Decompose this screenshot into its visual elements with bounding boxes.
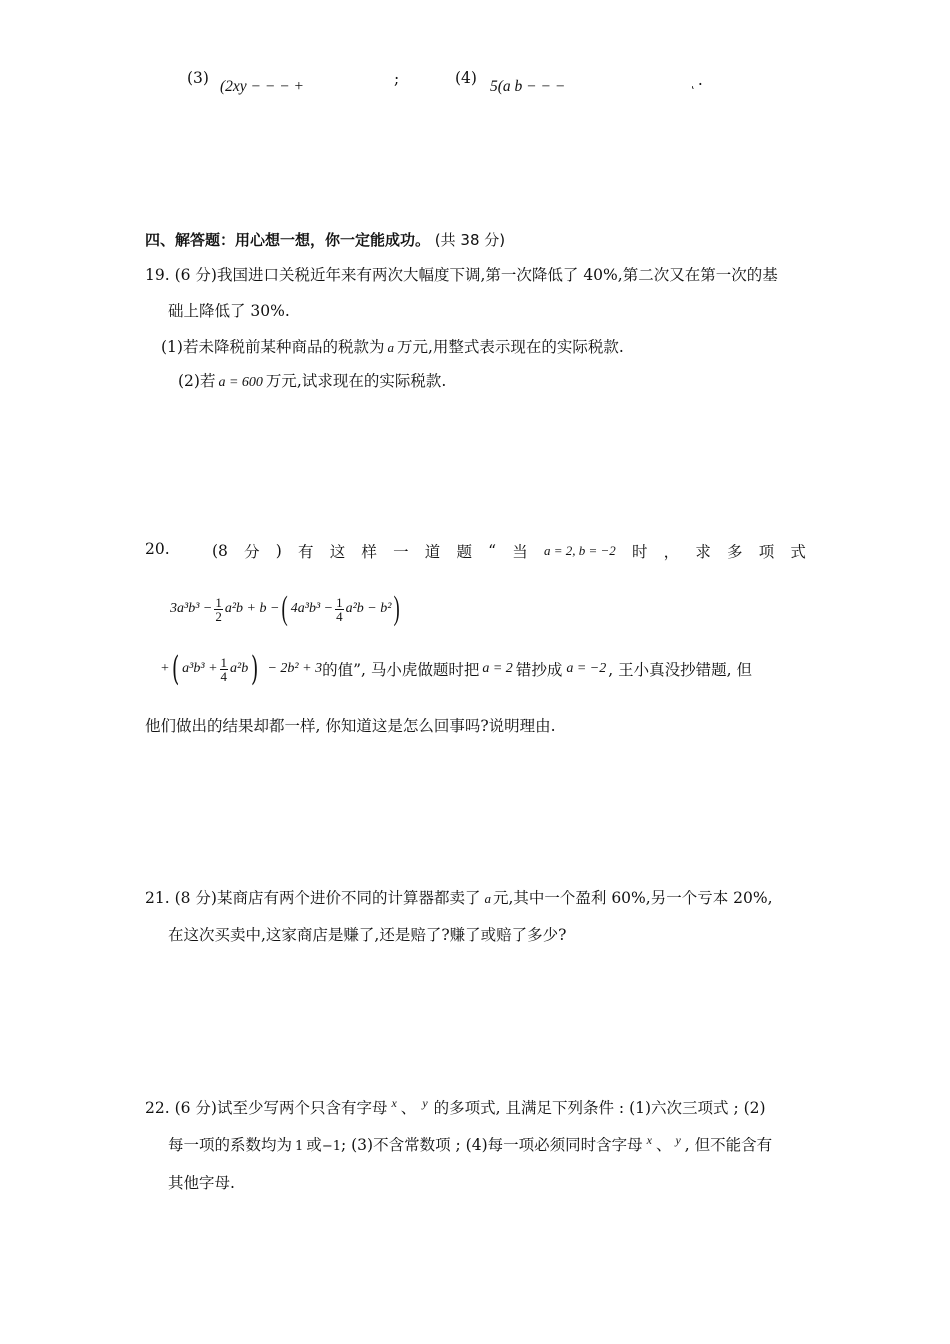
problem-3-end: ; <box>394 70 400 88</box>
q20-word: 多 <box>727 543 743 561</box>
q20-word: ) <box>275 542 282 560</box>
q20-expr2-lead: + <box>161 661 169 676</box>
problem-3-label: (3) <box>187 69 209 87</box>
fraction-numerator: 1 <box>215 594 222 610</box>
section-heading <box>145 229 505 250</box>
q19-sub-2 <box>178 369 446 391</box>
fraction-denominator: 4 <box>336 608 343 624</box>
q19-sub-2-text-b: 万元,试求现在的实际税款. <box>265 372 447 390</box>
q19-line-1: 19. (6 分)我国进口关税近年来有两次大幅度下调,第一次降低了 40%,第二次又在第一次的基 <box>145 266 778 284</box>
left-paren: ( <box>281 590 289 627</box>
q20-word: 有 <box>298 543 314 561</box>
q20-condition: a = 2, b = −2 <box>543 543 616 558</box>
q20-expr2-eq-2: a = −2 <box>566 661 607 676</box>
fraction-numerator: 1 <box>220 654 228 670</box>
left-paren: ( <box>171 649 180 689</box>
q20-last-line: 他们做出的结果却都一样, 你知道这是怎么回事吗?说明理由. <box>145 717 556 735</box>
right-paren: ) <box>394 590 401 627</box>
q22-text-d: ; (3)不含常数项 ; (4)每一项必须同时含字母 <box>340 1136 643 1155</box>
q20-expression-2 <box>161 649 752 689</box>
q20-word: 一 <box>393 543 409 561</box>
q19-sub-1-var: a <box>387 340 394 355</box>
right-paren: ) <box>251 649 259 689</box>
q20-expr1-term-2: a²b + b − <box>224 601 280 616</box>
q20-expr1-term-3: 4a³b³ − <box>290 601 334 616</box>
fraction-denominator: 4 <box>220 668 228 684</box>
q20-expr1-fraction-1 <box>214 596 223 623</box>
q19-sub-1-text-b: 万元,用整式表示现在的实际税款. <box>396 338 624 356</box>
q22-separator-2: 、 <box>655 1136 672 1155</box>
q20-expr2-text-2: 错抄成 <box>515 661 563 679</box>
q20-word: 求 <box>695 543 711 561</box>
q20-word: ， <box>663 543 680 561</box>
q20-expr1-term-1: 3a³b³ − <box>170 601 213 616</box>
q22-separator: 、 <box>400 1099 417 1118</box>
q22-one: 1 <box>295 1139 304 1155</box>
q22-line-1 <box>145 1096 766 1118</box>
q20-expr1-term-4: a²b − b² <box>345 601 392 616</box>
q20-expr2-term-1: a³b³ + <box>182 661 218 676</box>
q22-text-c: 每一项的系数均为 <box>168 1136 293 1155</box>
section-score: (共 38 分) <box>434 231 506 249</box>
q19-sub-1-text-a: (1)若未降税前某种商品的税款为 <box>161 338 385 356</box>
problem-4-label: (4) <box>455 69 477 87</box>
problem-4-end: ͅ . <box>693 71 703 89</box>
q20-word: 当 <box>512 543 528 561</box>
q21-text-a: 21. (8 分)某商店有两个进价不同的计算器都卖了 <box>145 889 481 907</box>
q20-expr2-text-1: 的值”, 马小虎做题时把 <box>322 661 480 679</box>
q20-word: “ <box>488 542 497 560</box>
q22-neg-one: −1 <box>321 1139 341 1155</box>
q22-var-x-2: x <box>646 1133 652 1147</box>
q21-var: a <box>484 891 491 906</box>
q19-sub-1 <box>161 335 624 357</box>
q21-line-1 <box>145 886 773 908</box>
q20-word: 分 <box>244 543 260 561</box>
q19-sub-2-text-a: (2)若 <box>178 372 216 390</box>
q20-expr2-term-3: − 2b² + 3 <box>267 661 323 676</box>
q22-line-3: 其他字母. <box>168 1174 235 1192</box>
section-title: 四、解答题：用心想一想，你一定能成功。 <box>145 231 431 249</box>
q22-text-e: , 但不能含有 <box>684 1136 773 1155</box>
q21-line-2: 在这次买卖中,这家商店是赚了,还是赔了?赚了或赔了多少? <box>168 926 567 944</box>
q20-word: 项 <box>758 543 775 561</box>
q22-text-a: 22. (6 分)试至少写两个只含有字母 <box>145 1099 388 1118</box>
q22-text-b: 的多项式, 且满足下列条件 : (1)六次三项式 ; (2) <box>433 1099 766 1118</box>
q20-header <box>212 540 806 562</box>
q22-or: 或 <box>306 1136 322 1155</box>
q20-expr2-eq-1: a = 2 <box>482 661 513 676</box>
q20-word: 样 <box>361 543 377 561</box>
q19-sub-2-eq: a = 600 <box>218 375 263 390</box>
problem-4-expression: 5(a b − − − <box>490 78 566 95</box>
q20-expr2-fraction <box>220 656 229 683</box>
q20-expr1-fraction-2 <box>335 596 344 623</box>
problem-3-expression: (2xy − − − + <box>220 78 305 95</box>
q20-expr2-term-2: a²b <box>230 661 249 676</box>
q20-expr2-text-3: , 王小真没抄错题, 但 <box>608 661 752 679</box>
q22-var-y-2: y <box>675 1133 681 1147</box>
fraction-numerator: 1 <box>336 594 343 610</box>
q20-word: 这 <box>329 543 346 561</box>
q20-word: (8 <box>212 542 228 560</box>
q22-var-x: x <box>391 1096 397 1110</box>
q22-var-y: y <box>422 1096 428 1110</box>
fraction-denominator: 2 <box>215 608 222 624</box>
q20-word: 题 <box>456 543 472 561</box>
q22-line-2 <box>168 1133 772 1155</box>
q20-word: 时 <box>631 543 648 561</box>
q19-line-2: 础上降低了 30%. <box>168 302 290 320</box>
q21-text-b: 元,其中一个盈利 60%,另一个亏本 20%, <box>492 889 773 907</box>
q20-word: 道 <box>424 543 441 561</box>
q20-word: 式 <box>790 543 806 561</box>
q20-expression-1 <box>170 592 403 626</box>
q20-number: 20. <box>145 540 170 558</box>
